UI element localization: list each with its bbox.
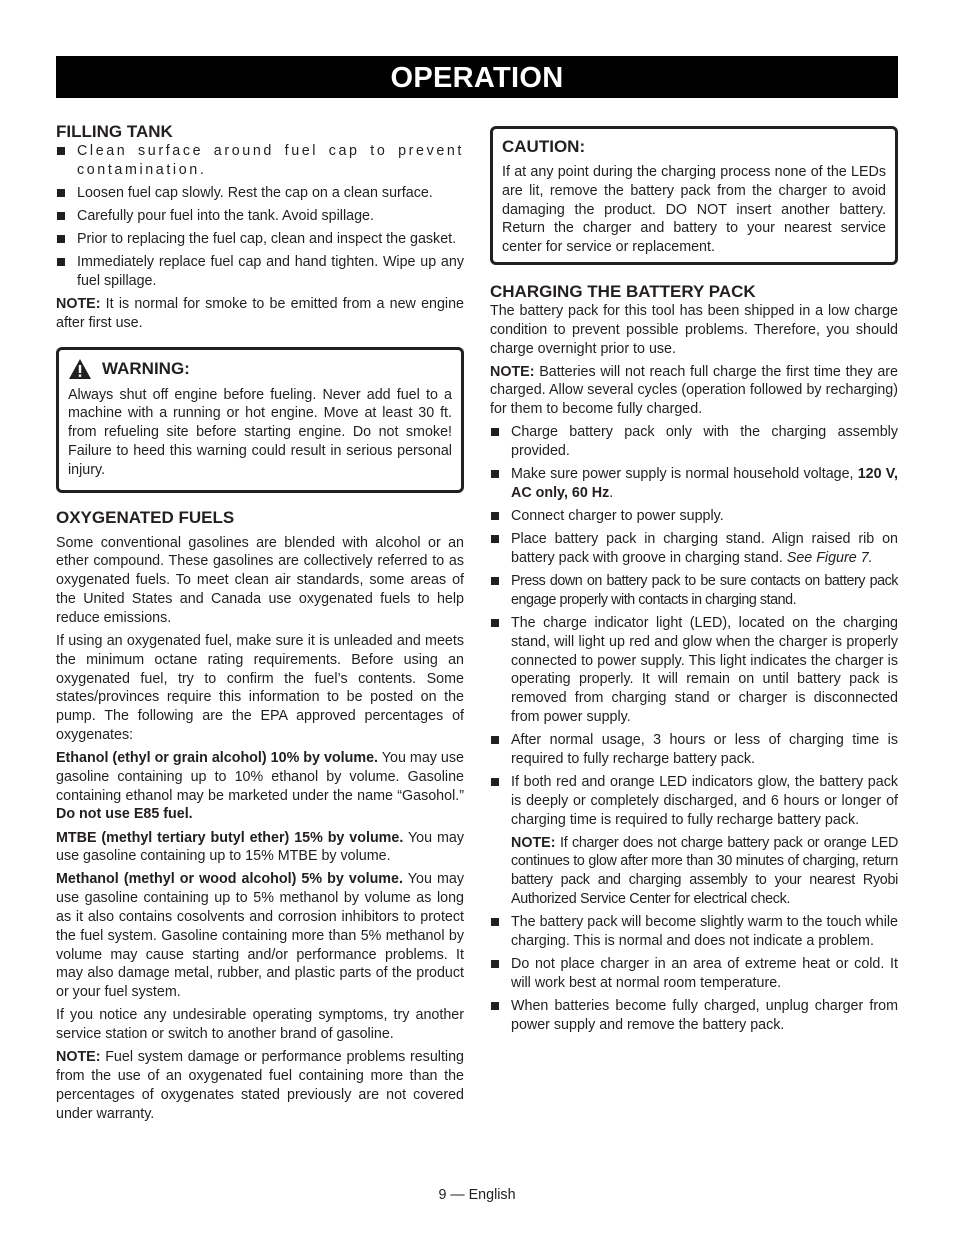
right-column	[490, 126, 898, 1039]
page-title: OPERATION	[390, 62, 564, 94]
bullet-icon	[491, 428, 499, 436]
mtbe-paragraph: MTBE (methyl tertiary butyl ether) 15% by volume. You may use gasoline containing up to 15% MTBE by volume.	[56, 829, 464, 865]
list-item: Clean surface around fuel cap to prevent contamination.	[56, 142, 464, 180]
bullet-icon	[57, 212, 65, 220]
warning-text: Always shut off engine before fueling. Never add fuel to a machine with a running or hot engine. Move at least 30 ft. from refueling site before starting engine. Do not smoke! Failure to heed this warning could result in serious personal injury.	[68, 386, 452, 478]
page-title-banner	[56, 56, 898, 98]
filling-tank-note: NOTE: It is normal for smoke to be emitted from a new engine after first use.	[56, 296, 464, 331]
list-item: When batteries become fully charged, unplug charger from power supply and remove the battery pack.	[490, 997, 898, 1035]
charging-list-continued	[490, 913, 898, 1034]
list-item: Connect charger to power supply.	[490, 507, 898, 526]
bullet-icon	[491, 918, 499, 926]
charging-note: NOTE: Batteries will not reach full charge the first time they are charged. Allow several cycles (operation followed by recharging) for them to become fully charged.	[490, 363, 898, 418]
bullet-icon	[491, 778, 499, 786]
list-item: Prior to replacing the fuel cap, clean and inspect the gasket.	[56, 230, 464, 249]
list-item: Place battery pack in charging stand. Align raised rib on battery pack with groove in charging stand. See Figure 7.	[490, 530, 898, 568]
list-item: The charge indicator light (LED), located on the charging stand, will light up red and glow when the charger is properly connected to power supply. This light indicates the charger is operating properly. It will remain on until battery pack is removed from charging stand or charger is disconnected from power supply.	[490, 614, 898, 727]
bullet-icon	[57, 189, 65, 197]
oxygenated-p3: If you notice any undesirable operating symptoms, try another service station or switch to another brand of gasoline.	[56, 1007, 464, 1043]
list-item: Loosen fuel cap slowly. Rest the cap on a clean surface.	[56, 184, 464, 203]
caution-text: If at any point during the charging process none of the LEDs are lit, remove the battery pack from the charger to avoid damaging the product. DO NOT insert another battery. Return the charger and battery to your nearest service center for service or replacement.	[502, 164, 886, 256]
list-item: Immediately replace fuel cap and hand tighten. Wipe up any fuel spillage.	[56, 253, 464, 291]
oxygenated-p1: Some conventional gasolines are blended with alcohol or an ether compound. These gasolines are collectively referred to as oxygenated fuels. To meet clean air standards, some areas of the United States and Canada use oxygenated fuels to help reduce emissions.	[56, 534, 464, 626]
bullet-icon	[491, 535, 499, 543]
oxygenated-note: NOTE: Fuel system damage or performance problems resulting from the use of an oxygenated fuel containing more than the percentages of oxygenates stated previously are not covered under warranty.	[56, 1049, 464, 1122]
charging-heading: CHARGING THE BATTERY PACK	[490, 282, 756, 301]
oxygenated-fuels-heading: OXYGENATED FUELS	[56, 507, 235, 527]
filling-tank-heading: FILLING TANK	[56, 122, 173, 141]
list-item: Carefully pour fuel into the tank. Avoid spillage.	[56, 207, 464, 226]
methanol-paragraph: Methanol (methyl or wood alcohol) 5% by volume. You may use gasoline containing up to 5% methanol by volume as long as it also contains cosolvents and corrosion inhibitors to protect the fuel system. Gasoline containing more than 5% methanol by volume may cause starting and/or performance problems. It may also damage metal, rubber, and plastic parts of the product or your fuel system.	[56, 871, 464, 1001]
page-footer	[0, 1186, 954, 1205]
warning-box	[56, 347, 464, 493]
list-item: If both red and orange LED indicators glow, the battery pack is deeply or completely discharged, and 6 hours or longer of charging time is required to fully recharge battery pack.	[490, 773, 898, 829]
caution-box	[490, 126, 898, 265]
bullet-icon	[491, 577, 499, 585]
charging-p1: The battery pack for this tool has been shipped in a low charge condition to prevent possible problems. Therefore, you should charge overnight prior to use.	[490, 303, 898, 357]
list-item: Do not place charger in an area of extreme heat or cold. It will work best at normal room temperature.	[490, 955, 898, 993]
bullet-icon	[491, 512, 499, 520]
list-item: Charge battery pack only with the charging assembly provided.	[490, 423, 898, 461]
caution-title: CAUTION:	[502, 137, 586, 156]
page-number: 9 — English	[438, 1187, 516, 1203]
list-item: Make sure power supply is normal household voltage, 120 V, AC only, 60 Hz.	[490, 465, 898, 503]
list-item: After normal usage, 3 hours or less of charging time is required to fully recharge battery pack.	[490, 731, 898, 769]
bullet-icon	[491, 1002, 499, 1010]
bullet-icon	[491, 736, 499, 744]
warning-title: WARNING:	[102, 358, 190, 378]
bullet-icon	[491, 619, 499, 627]
bullet-icon	[57, 147, 65, 155]
bullet-icon	[57, 235, 65, 243]
left-column	[56, 122, 464, 1128]
charging-list	[490, 423, 898, 829]
bullet-icon	[491, 960, 499, 968]
list-item: Press down on battery pack to be sure contacts on battery pack engage properly with contacts in charging stand.	[490, 572, 898, 610]
bullet-icon	[491, 470, 499, 478]
warning-triangle-icon	[68, 358, 92, 380]
ethanol-paragraph: Ethanol (ethyl or grain alcohol) 10% by volume. You may use gasoline containing up to 10% ethanol by volume. Gasoline containing ethanol may be marketed under the name “Gasohol.” Do not use E85 fuel.	[56, 750, 464, 823]
list-item: The battery pack will become slightly warm to the touch while charging. This is normal and does not indicate a problem.	[490, 913, 898, 951]
oxygenated-p2: If using an oxygenated fuel, make sure it is unleaded and meets the minimum octane rating requirements. Before using an oxygenated fuel, try to confirm the fuel’s contents. Some states/provinces require this information to be posted on the pump. The following are the EPA approved percentages of oxygenates:	[56, 632, 464, 743]
filling-tank-list	[56, 142, 464, 291]
bullet-icon	[57, 258, 65, 266]
led-note: NOTE: If charger does not charge battery pack or orange LED continues to glow after more than 30 minutes of charging, return battery pack and charging assembly to your nearest Ryobi Authorized Service Center for electrical check.	[511, 834, 898, 908]
